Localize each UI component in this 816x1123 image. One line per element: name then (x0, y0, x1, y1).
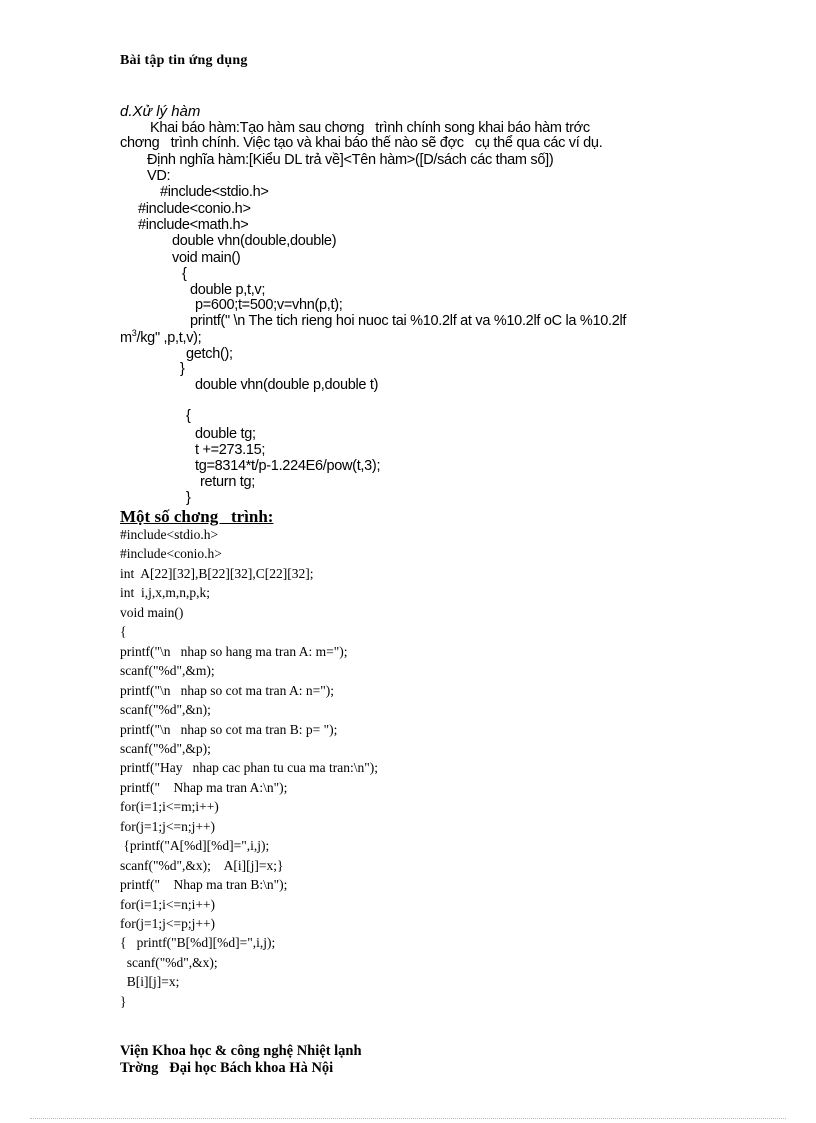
section-title: d.Xử lý hàm (120, 103, 201, 120)
example-label: VD: (147, 168, 171, 184)
code-line: printf(" Nhap ma tran A:\n"); (120, 779, 288, 795)
code-line: printf("\n nhap so cot ma tran B: p= "); (120, 721, 338, 737)
code-line: for(i=1;i<=n;i++) (120, 896, 216, 912)
example-getch: getch(); (186, 346, 233, 362)
example-tg-calc: tg=8314*t/p-1.224E6/pow(t,3); (195, 458, 381, 474)
code-line: printf("Hay nhap cac phan tu cua ma tran:\n"); (120, 760, 379, 776)
code-line: for(j=1;j<=n;j++) (120, 818, 216, 834)
code-line: #include<stdio.h> (120, 527, 219, 542)
code-line: scanf("%d",&x); (120, 954, 218, 970)
example-prototype: double vhn(double,double) (172, 233, 337, 249)
example-func-brace-close: } (186, 490, 191, 506)
code-line: printf(" Nhap ma tran B:\n"); (120, 877, 288, 893)
code-line: scanf("%d",&x); A[i][j]=x;} (120, 857, 284, 873)
example-include-math: #include<math.h> (138, 217, 249, 233)
code-line: printf("\n nhap so hang ma tran A: m="); (120, 643, 348, 659)
page-edge (30, 1118, 786, 1119)
code-line: { (120, 624, 127, 640)
code-line: {printf("A[%d][%d]=",i,j); (120, 838, 270, 854)
footer-institute: Viện Khoa học & công nghệ Nhiệt lạnh (120, 1043, 362, 1059)
example-return: return tg; (200, 474, 256, 490)
example-function-definition: double vhn(double p,double t) (195, 377, 379, 393)
example-brace-open: { (182, 266, 187, 282)
example-assignment: p=600;t=500;v=vhn(p,t); (195, 297, 343, 313)
unit-m: m (120, 330, 132, 346)
function-definition: Định nghĩa hàm:[Kiểu DL trả về]<Tên hàm>([D/sách các tham số]) (147, 152, 554, 168)
code-line: #include<conio.h> (120, 546, 222, 562)
code-line: scanf("%d",&m); (120, 663, 215, 679)
code-line: { printf("B[%d][%d]=",i,j); (120, 935, 276, 951)
code-line: B[i][j]=x; (120, 974, 180, 990)
example-brace-close: } (180, 361, 185, 377)
code-line: printf("\n nhap so cot ma tran A: n="); (120, 682, 334, 698)
example-printf-line-2 (120, 330, 201, 346)
unit-superscript: 3 (131, 328, 137, 338)
code-line: scanf("%d",&p); (120, 740, 211, 756)
example-main: void main() (172, 250, 241, 266)
intro-line-2: chơng trình chính. Việc tạo và khai báo thế nào sẽ đợc cụ thể qua các ví dụ. (120, 135, 603, 151)
page-header: Bài tập tin ứng dụng (120, 53, 248, 68)
code-line: int i,j,x,m,n,p,k; (120, 585, 211, 601)
example-t-add: t +=273.15; (195, 442, 266, 458)
programs-heading: Một số chơng trình: (120, 507, 274, 526)
code-line: int A[22][32],B[22][32],C[22][32]; (120, 565, 314, 581)
unit-rest: /kg" ,p,t,v); (136, 330, 202, 346)
example-include-conio: #include<conio.h> (138, 201, 251, 217)
intro-line-1: Khai báo hàm:Tạo hàm sau chơng trình chính song khai báo hàm trớc (150, 120, 590, 136)
example-func-brace-open: { (186, 408, 191, 424)
code-line: for(i=1;i<=m;i++) (120, 799, 219, 815)
code-line: for(j=1;j<=p;j++) (120, 916, 216, 931)
example-declaration: double p,t,v; (190, 282, 266, 298)
code-line: void main() (120, 604, 184, 620)
footer-university: Trờng Đại học Bách khoa Hà Nội (120, 1060, 334, 1076)
example-printf-line-1: printf(" \n The tich rieng hoi nuoc tai %10.2lf at va %10.2lf oC la %10.2lf (190, 313, 627, 329)
example-declare-tg: double tg; (195, 426, 256, 442)
code-line: } (120, 993, 127, 1009)
example-include-stdio: #include<stdio.h> (160, 184, 269, 200)
code-line: scanf("%d",&n); (120, 702, 211, 718)
